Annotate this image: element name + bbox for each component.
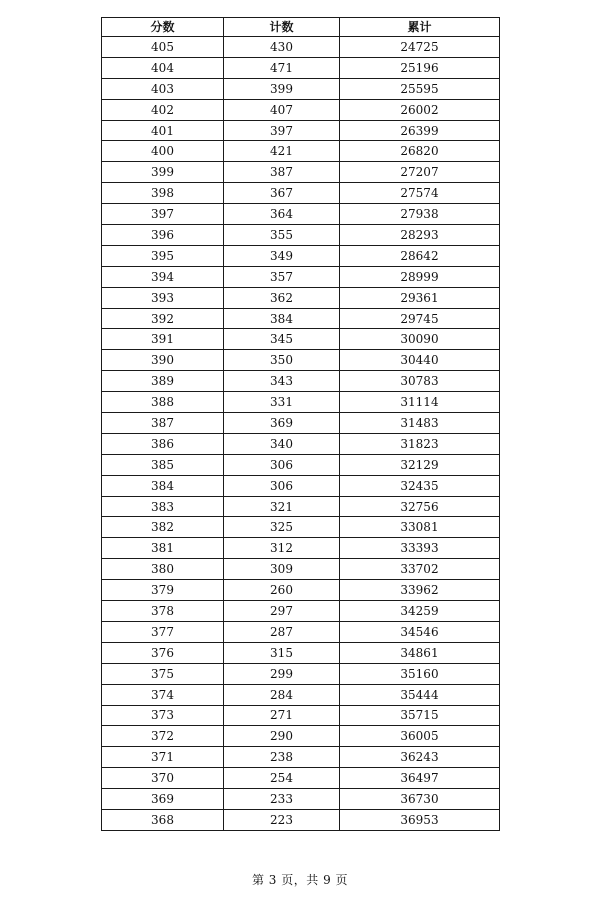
cell-cumulative: 34861 [340,642,500,663]
cell-score: 405 [102,37,224,58]
cell-count: 287 [224,621,340,642]
cell-score: 398 [102,183,224,204]
cell-cumulative: 29745 [340,308,500,329]
table-row [102,308,500,329]
score-distribution-table [101,17,500,831]
cell-cumulative: 33702 [340,559,500,580]
cell-count: 306 [224,454,340,475]
cell-score: 400 [102,141,224,162]
page-number-footer: 第 3 页，共 9 页 [251,873,349,887]
cell-cumulative: 33393 [340,538,500,559]
table-row [102,204,500,225]
table-row [102,454,500,475]
cell-score: 393 [102,287,224,308]
cell-cumulative: 34546 [340,621,500,642]
table-row [102,559,500,580]
cell-score: 374 [102,684,224,705]
table-row [102,768,500,789]
cell-cumulative: 27207 [340,162,500,183]
cell-count: 315 [224,642,340,663]
table-body [102,37,500,831]
cell-score: 403 [102,78,224,99]
table-row [102,726,500,747]
cell-cumulative: 36730 [340,789,500,810]
cell-count: 223 [224,809,340,830]
table-row [102,475,500,496]
table-row [102,621,500,642]
cell-count: 297 [224,601,340,622]
table-row [102,266,500,287]
cell-score: 402 [102,99,224,120]
cell-count: 306 [224,475,340,496]
cell-count: 357 [224,266,340,287]
cell-count: 350 [224,350,340,371]
cell-count: 362 [224,287,340,308]
cell-count: 312 [224,538,340,559]
cell-count: 260 [224,580,340,601]
cell-cumulative: 30440 [340,350,500,371]
cell-count: 387 [224,162,340,183]
cell-count: 367 [224,183,340,204]
cell-cumulative: 33962 [340,580,500,601]
cell-score: 385 [102,454,224,475]
cell-cumulative: 33081 [340,517,500,538]
cell-cumulative: 35444 [340,684,500,705]
cell-count: 384 [224,308,340,329]
cell-score: 394 [102,266,224,287]
table-row [102,225,500,246]
cell-count: 397 [224,120,340,141]
cell-cumulative: 28293 [340,225,500,246]
cell-score: 372 [102,726,224,747]
table-row [102,183,500,204]
cell-score: 381 [102,538,224,559]
cell-cumulative: 32129 [340,454,500,475]
table-row [102,350,500,371]
header-score: 分数 [102,18,224,37]
cell-count: 238 [224,747,340,768]
cell-score: 387 [102,413,224,434]
cell-score: 371 [102,747,224,768]
table-row [102,538,500,559]
cell-cumulative: 30090 [340,329,500,350]
table-row [102,392,500,413]
table-row [102,684,500,705]
cell-cumulative: 27574 [340,183,500,204]
cell-cumulative: 32435 [340,475,500,496]
cell-count: 421 [224,141,340,162]
cell-score: 384 [102,475,224,496]
table-row [102,99,500,120]
cell-cumulative: 31483 [340,413,500,434]
header-count: 计数 [224,18,340,37]
cell-count: 325 [224,517,340,538]
cell-cumulative: 31114 [340,392,500,413]
cell-cumulative: 29361 [340,287,500,308]
cell-count: 340 [224,433,340,454]
cell-cumulative: 24725 [340,37,500,58]
table-row [102,245,500,266]
table-row [102,37,500,58]
cell-score: 392 [102,308,224,329]
table-row [102,78,500,99]
table-row [102,141,500,162]
cell-cumulative: 25196 [340,57,500,78]
cell-score: 401 [102,120,224,141]
table-row [102,371,500,392]
cell-score: 378 [102,601,224,622]
cell-cumulative: 30783 [340,371,500,392]
cell-count: 321 [224,496,340,517]
cell-score: 369 [102,789,224,810]
cell-cumulative: 26002 [340,99,500,120]
cell-cumulative: 26399 [340,120,500,141]
table-row [102,580,500,601]
cell-count: 369 [224,413,340,434]
table-row [102,809,500,830]
cell-score: 395 [102,245,224,266]
cell-score: 391 [102,329,224,350]
table-row [102,413,500,434]
cell-score: 390 [102,350,224,371]
cell-score: 379 [102,580,224,601]
cell-score: 376 [102,642,224,663]
table-row [102,789,500,810]
cell-score: 383 [102,496,224,517]
cell-score: 399 [102,162,224,183]
cell-count: 343 [224,371,340,392]
cell-score: 397 [102,204,224,225]
cell-cumulative: 32756 [340,496,500,517]
cell-cumulative: 28642 [340,245,500,266]
cell-count: 430 [224,37,340,58]
cell-count: 271 [224,705,340,726]
cell-count: 407 [224,99,340,120]
cell-cumulative: 36005 [340,726,500,747]
cell-cumulative: 36953 [340,809,500,830]
score-table-container [101,17,499,831]
table-row [102,162,500,183]
cell-cumulative: 28999 [340,266,500,287]
cell-count: 471 [224,57,340,78]
table-row [102,496,500,517]
cell-count: 299 [224,663,340,684]
table-row [102,642,500,663]
table-row [102,705,500,726]
cell-score: 404 [102,57,224,78]
cell-score: 370 [102,768,224,789]
cell-cumulative: 27938 [340,204,500,225]
cell-count: 254 [224,768,340,789]
cell-score: 373 [102,705,224,726]
cell-cumulative: 25595 [340,78,500,99]
cell-cumulative: 35715 [340,705,500,726]
cell-cumulative: 31823 [340,433,500,454]
cell-cumulative: 26820 [340,141,500,162]
table-row [102,120,500,141]
cell-score: 388 [102,392,224,413]
cell-cumulative: 36243 [340,747,500,768]
cell-score: 396 [102,225,224,246]
header-cumulative: 累计 [340,18,500,37]
cell-cumulative: 34259 [340,601,500,622]
cell-score: 375 [102,663,224,684]
cell-count: 331 [224,392,340,413]
table-row [102,433,500,454]
cell-score: 368 [102,809,224,830]
table-row [102,663,500,684]
cell-score: 382 [102,517,224,538]
table-row [102,517,500,538]
cell-count: 355 [224,225,340,246]
table-row [102,287,500,308]
cell-count: 290 [224,726,340,747]
table-header-row [102,18,500,37]
cell-count: 345 [224,329,340,350]
cell-count: 349 [224,245,340,266]
table-row [102,57,500,78]
table-row [102,329,500,350]
cell-count: 284 [224,684,340,705]
cell-count: 399 [224,78,340,99]
cell-score: 389 [102,371,224,392]
cell-count: 309 [224,559,340,580]
cell-count: 364 [224,204,340,225]
cell-cumulative: 35160 [340,663,500,684]
cell-score: 377 [102,621,224,642]
table-row [102,747,500,768]
cell-score: 386 [102,433,224,454]
table-row [102,601,500,622]
cell-count: 233 [224,789,340,810]
cell-score: 380 [102,559,224,580]
cell-cumulative: 36497 [340,768,500,789]
